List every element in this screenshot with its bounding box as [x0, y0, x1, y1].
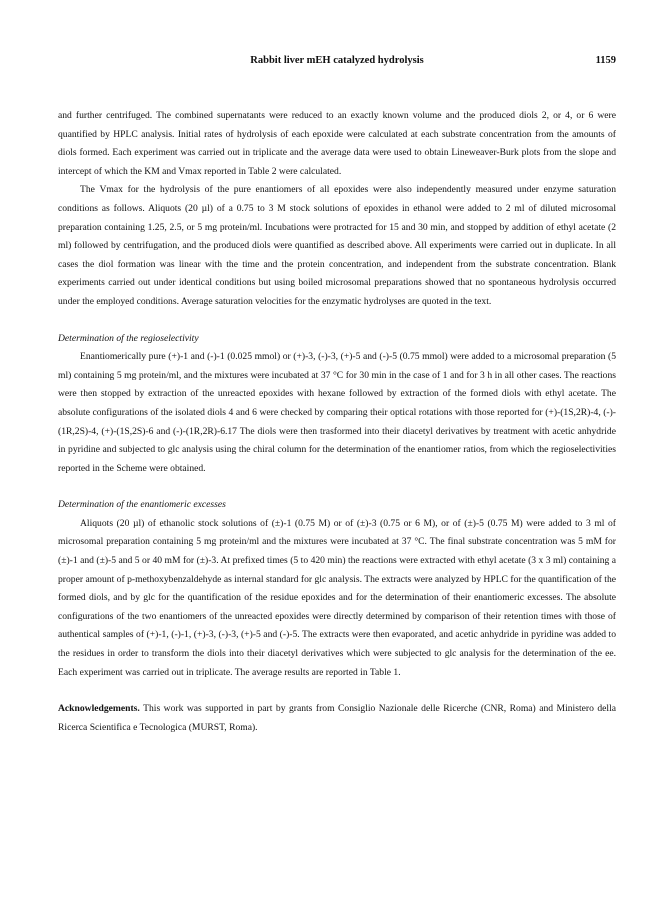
section-heading-enantiomeric-excesses: Determination of the enantiomeric excesses	[58, 499, 226, 511]
page-number: 1159	[595, 55, 616, 66]
paragraph-regioselectivity: Enantiomerically pure (+)-1 and (-)-1 (0.025 mmol) or (+)-3, (-)-3, (+)-5 and (-)-5 (0.75 mmol) were added to a microsomal preparation (5 ml) containing 5 mg protein/ml, and the mixtures were incubated at 37 °C for 30 min in the case of 1 and for 3 h in all other cases. The reactions were then stopped by extraction of the unreacted epoxides with hexane followed by extraction of the formed diols with ethyl acetate. The absolute configurations of the isolated diols 4 and 6 were checked by comparing their optical rotations with those reported for (+)-(1S,2R)-4, (-)-(1R,2S)-4, (+)-(1S,2S)-6 and (-)-(1R,2R)-6.17 The diols were then trasformed into their diacetyl derivatives by treatment with acetic anhydride in pyridine and subjected to glc analysis using the chiral column for the determination of the enantiomer ratios, from which the regioselectivities reported in the Scheme were obtained.	[58, 351, 616, 474]
running-head	[58, 55, 616, 71]
body-text	[58, 107, 616, 737]
paragraph-vmax-saturation: The Vmax for the hydrolysis of the pure enantiomers of all epoxides were also independently measured under enzyme saturation conditions as follows. Aliquots (20 µl) of a 0.75 to 3 M stock solutions of epoxides in ethanol were added to 2 ml of diluted microsomal preparation containing 1.25, 2.5, or 5 mg protein/ml. Incubations were protracted for 15 and 30 min, and stopped by addition of ethyl acetate (2 ml) followed by centrifugation, and the produced diols were quantified as described above. All experiments were carried out in duplicate. In all cases the diol formation was linear with the time and the protein concentration, and independent from the substrate concentration. Blank experiments carried out under identical conditions but using boiled microsomal preparations showed that no spontaneous hydrolysis occurred under the employed conditions. Average saturation velocities for the enzymatic hydrolyses are quoted in the text.	[58, 184, 616, 307]
section-heading-regioselectivity: Determination of the regioselectivity	[58, 332, 199, 344]
acknowledgements-label: Acknowledgements.	[58, 703, 140, 715]
acknowledgements-text: This work was supported in part by grants from Consiglio Nazionale delle Ricerche (CNR, Roma) and Ministero della Ricerca Scientifica e Tecnologica (MURST, Roma).	[58, 703, 616, 733]
acknowledgements	[58, 700, 616, 737]
running-title: Rabbit liver mEH catalyzed hydrolysis	[250, 55, 424, 66]
paragraph-enantiomeric-excesses: Aliquots (20 µl) of ethanolic stock solutions of (±)-1 (0.75 M) or of (±)-3 (0.75 or 6 M), or of (±)-5 (0.75 M) were added to 3 ml of microsomal preparation containing 5 mg protein/ml and the mixtures were incubated at 37 °C. The final substrate concentration was 5 mM for (±)-1 and (±)-5 and 5 or 40 mM for (±)-3. At prefixed times (5 to 420 min) the reactions were extracted with ethyl acetate (3 x 3 ml) containing a proper amount of p-methoxybenzaldehyde as internal standard for glc analysis. The extracts were analyzed by HPLC for the quantification of the formed diols, and by glc for the quantification of the residue epoxides and for the determination of their enantiomeric excesses. The absolute configurations of the two enantiomers of the unreacted epoxides were directly determined by comparison of their retention times with those of authentical samples of (+)-1, (-)-1, (+)-3, (-)-3, (+)-5 and (-)-5. The extracts were then evaporated, and acetic anhydride in pyridine was added to the residues in order to transform the diols into their diacetyl derivatives which were subjected to glc analysis for the determination of the ee. Each experiment was carried out in triplicate. The average results are reported in Table 1.	[58, 517, 616, 678]
paragraph-continued-methods: and further centrifuged. The combined supernatants were reduced to an exactly known volume and the produced diols 2, or 4, or 6 were quantified by HPLC analysis. Initial rates of hydrolysis of each epoxide were calculated at each substrate concentration from the amounts of diols formed. Each experiment was carried out in triplicate and the average data were used to obtain Lineweaver-Burk plots from the slope and intercept of which the KM and Vmax reported in Table 2 were calculated.	[58, 110, 616, 177]
